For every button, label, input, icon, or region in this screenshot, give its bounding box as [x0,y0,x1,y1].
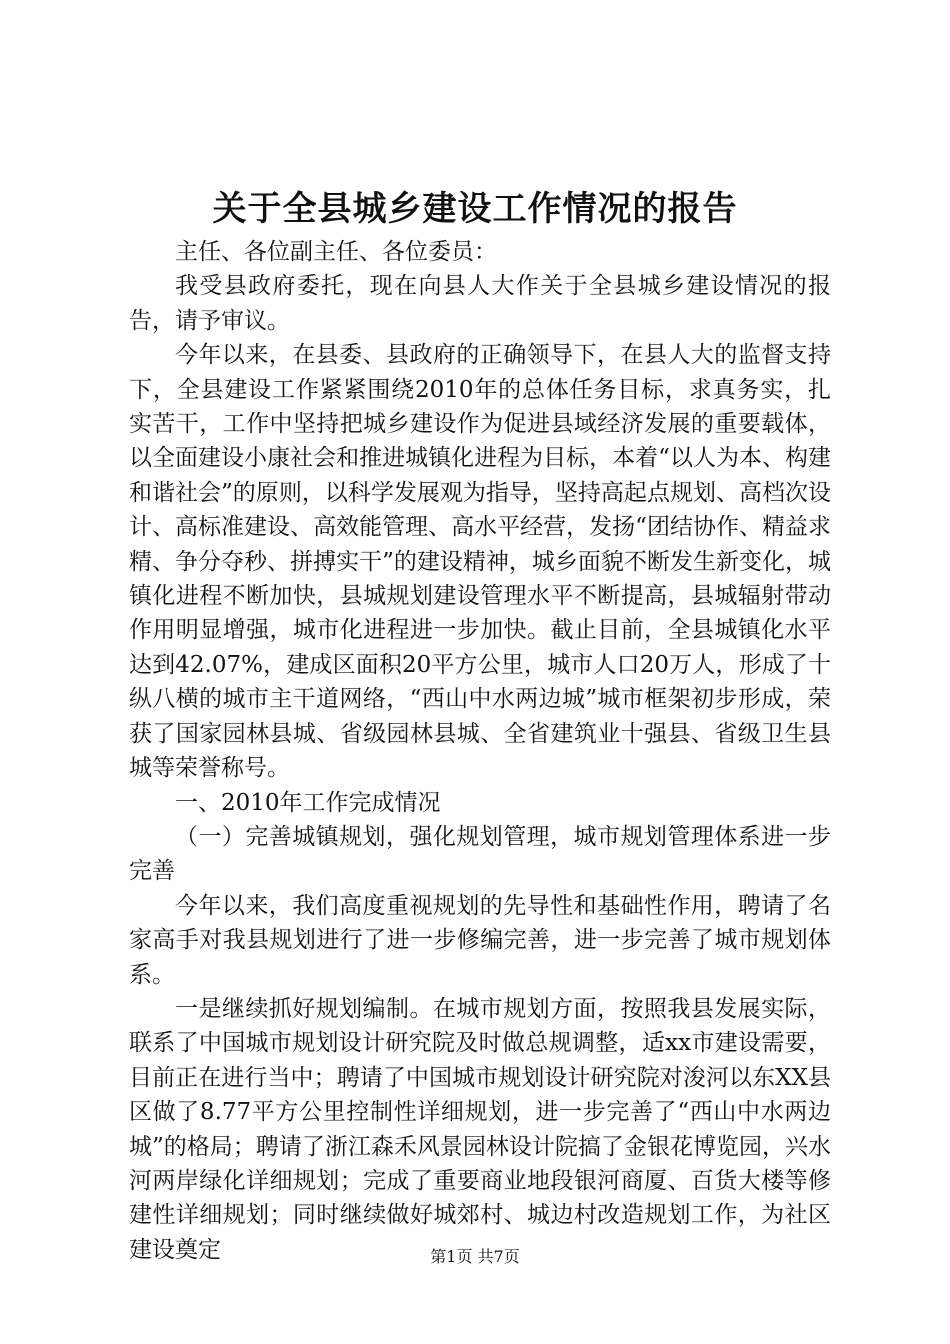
salutation-paragraph: 主任、各位副主任、各位委员： [175,239,497,265]
overview-paragraph: 今年以来，在县委、县政府的正确领导下，在县人大的监督支持下，全县建设工作紧紧围绕2010年的总体任务目标，求真务实，扎实苦干，工作中坚持把城乡建设作为促进县域经济发展的重要载体，以全面建设小康社会和推进城镇化进程为目标，本着“以人为本、构建和谐社会”的原则，以科学发展观为指导，坚持高起点规划、高档次设计、高标准建设、高效能管理、高水平经营，发扬“团结协作、精益求精、争分夺秒、拼搏实干”的建设精神，城乡面貌不断发生新变化，城镇化进程不断加快，县城规划建设管理水平不断提高，县城辐射带动作用明显增强，城市化进程进一步加快。截止目前，全县城镇化水平达到42.07%，建成区面积20平方公里，城市人口20万人，形成了十纵八横的城市主干道网络，“西山中水两边城”城市框架初步形成，荣获了国家园林县城、省级园林县城、全省建筑业十强县、省级卫生县城等荣誉称号。 [129,342,831,782]
subsection-heading: （一）完善城镇规划，强化规划管理，城市规划管理体系进一步完善 [129,823,831,885]
document-body [129,235,831,1267]
intro-paragraph: 我受县政府委托，现在向县人大作关于全县城乡建设情况的报告，请予审议。 [129,273,831,334]
section-heading: 一、2010年工作完成情况 [175,789,441,816]
body-paragraph: 一是继续抓好规划编制。在城市规划方面，按照我县发展实际，联系了中国城市规划设计研究院及时做总规调整，适xx市建设需要，目前正在进行当中；聘请了中国城市规划设计研究院对浚河以东XX县区做了8.77平方公里控制性详细规划，进一步完善了“西山中水两边城”的格局；聘请了浙江森禾风景园林设计院搞了金银花博览园，兴水河两岸绿化详细规划；完成了重要商业地段银河商厦、百货大楼等修建性详细规划；同时继续做好城郊村、城边村改造规划工作，为社区建设奠定 [129,995,831,1263]
page-number-footer: 第1页 共7页 [430,1247,520,1266]
body-paragraph: 今年以来，我们高度重视规划的先导性和基础性作用，聘请了名家高手对我县规划进行了进一步修编完善，进一步完善了城市规划体系。 [129,892,831,988]
document-title: 关于全县城乡建设工作情况的报告 [212,189,738,229]
